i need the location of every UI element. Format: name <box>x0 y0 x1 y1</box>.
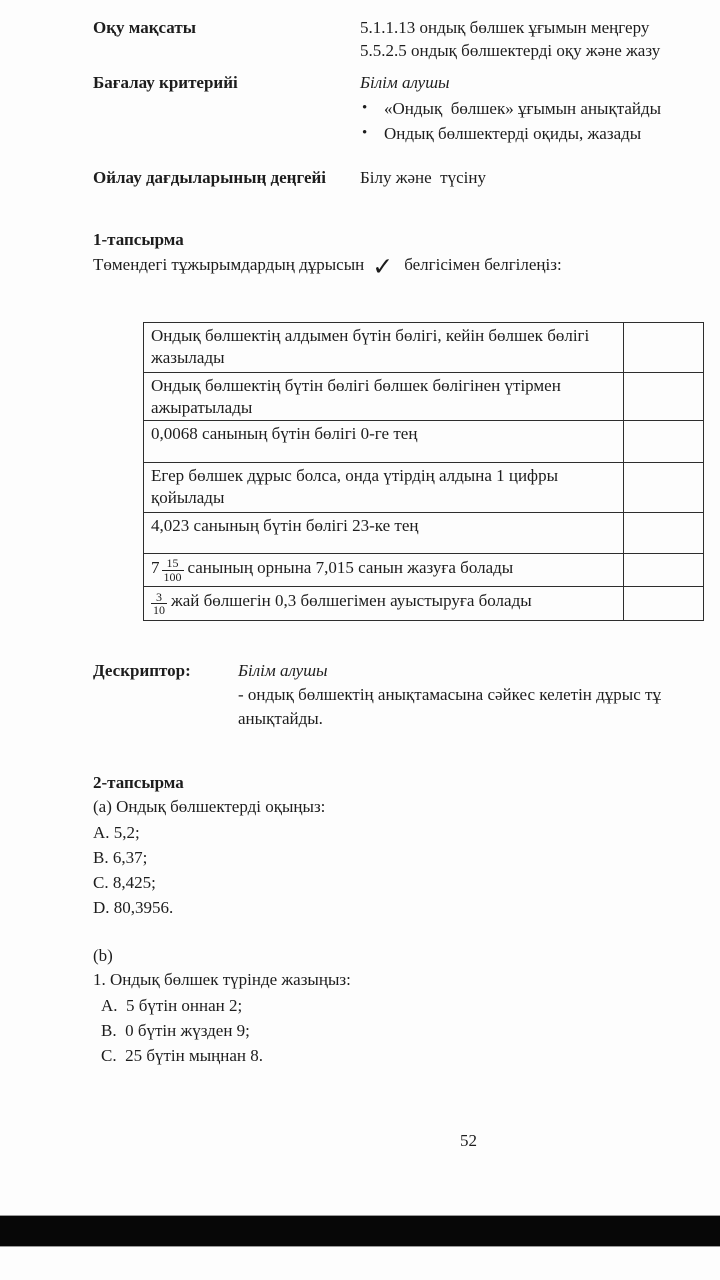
fraction-numerator: 3 <box>151 591 167 605</box>
statement-text: жай бөлшегін 0,3 бөлшегімен ауыстыруға болады <box>171 591 532 611</box>
check-cell[interactable] <box>624 513 704 554</box>
table-row <box>144 554 704 587</box>
fraction-prefix: 7 <box>151 557 160 577</box>
task1-table <box>143 322 704 621</box>
descriptor-line-2: - ондық бөлшектің анықтамасына сәйкес келетін дұрыс тұ <box>238 685 661 704</box>
table-row <box>144 587 704 621</box>
check-cell[interactable] <box>624 587 704 621</box>
task1-instruction-after: белгісімен белгілеңіз: <box>404 254 562 274</box>
fraction-denominator: 100 <box>163 569 182 584</box>
descriptor-line-3: анықтайды. <box>238 709 323 728</box>
statement-cell: 4,023 санының бүтін бөлігі 23-ке тең <box>144 513 624 554</box>
statement-cell: 0,0068 санының бүтін бөлігі 0-ге тең <box>144 421 624 463</box>
table-row <box>144 373 704 421</box>
table-row <box>144 463 704 513</box>
page-number: 52 <box>460 1131 477 1150</box>
table-row <box>144 421 704 463</box>
task1-instruction <box>93 249 562 279</box>
table-row <box>144 323 704 373</box>
check-cell[interactable] <box>624 554 704 587</box>
task2b-items <box>101 993 263 1068</box>
statement-cell: Ондық бөлшектің бүтін бөлігі бөлшек бөлігінен үтірмен ажыратылады <box>144 373 624 421</box>
thinking-label: Ойлау дағдыларының деңгейі <box>93 168 327 187</box>
criteria-intro: Білім алушы <box>360 73 450 92</box>
bullet-icon: • <box>362 100 368 116</box>
task2a-label: (a) Ондық бөлшектерді оқыңыз: <box>93 797 326 816</box>
statement-cell <box>144 587 624 621</box>
criteria-label: Бағалау критерийі <box>93 73 238 92</box>
task1-instruction-before: Төмендегі тұжырымдардың дұрысын <box>93 254 365 274</box>
task2a-items <box>93 820 173 920</box>
fraction <box>162 557 184 583</box>
task2b-intro: 1. Ондық бөлшек түрінде жазыңыз: <box>93 970 351 989</box>
fraction <box>151 591 167 617</box>
statement-cell: Егер бөлшек дұрыс болса, онда үтірдің алдына 1 цифры қойылады <box>144 463 624 513</box>
statement-cell <box>144 554 624 587</box>
descriptor-label: Дескриптор: <box>93 661 191 680</box>
task1-title: 1-тапсырма <box>93 230 184 249</box>
fraction-denominator: 10 <box>153 603 165 618</box>
descriptor-intro: Білім алушы <box>238 661 328 680</box>
task2a-item: D. 80,3956. <box>93 898 174 917</box>
task2a-item: A. 5,2; <box>93 823 140 842</box>
fraction-numerator: 15 <box>162 557 184 571</box>
criteria-bullet-2-text: Ондық бөлшектерді оқиды, жазады <box>384 124 642 143</box>
criteria-bullet-1 <box>362 97 661 120</box>
check-cell[interactable] <box>624 463 704 513</box>
check-cell[interactable] <box>624 421 704 463</box>
task2b-item: C. 25 бүтін мыңнан 8. <box>101 1046 264 1065</box>
criteria-bullet-2 <box>362 122 641 145</box>
task2a-item: C. 8,425; <box>93 873 156 892</box>
checkmark-icon: ✓ <box>372 251 394 281</box>
statement-cell: Ондық бөлшектің алдымен бүтін бөлігі, кейін бөлшек бөлігі жазылады <box>144 323 624 373</box>
check-cell[interactable] <box>624 323 704 373</box>
criteria-bullet-1-text: «Ондық бөлшек» ұғымын анықтайды <box>384 99 662 118</box>
objective-label: Оқу мақсаты <box>93 18 196 37</box>
task2-title: 2-тапсырма <box>93 773 184 792</box>
task2b-item: A. 5 бүтін оннан 2; <box>101 996 243 1015</box>
thinking-value: Білу және түсіну <box>360 168 486 187</box>
task2a-item: B. 6,37; <box>93 848 148 867</box>
task2b-item: B. 0 бүтін жүзден 9; <box>101 1021 250 1040</box>
statement-text: санының орнына 7,015 санын жазуға болады <box>187 557 514 577</box>
objective-line-1: 5.1.1.13 ондық бөлшек ұғымын меңгеру <box>360 18 650 37</box>
task2b-label: (b) <box>93 946 113 965</box>
black-bar <box>0 1215 720 1247</box>
check-cell[interactable] <box>624 373 704 421</box>
table-row <box>144 513 704 554</box>
bullet-icon: • <box>362 125 368 141</box>
objective-line-2: 5.5.2.5 ондық бөлшектерді оқу және жазу <box>360 41 661 60</box>
